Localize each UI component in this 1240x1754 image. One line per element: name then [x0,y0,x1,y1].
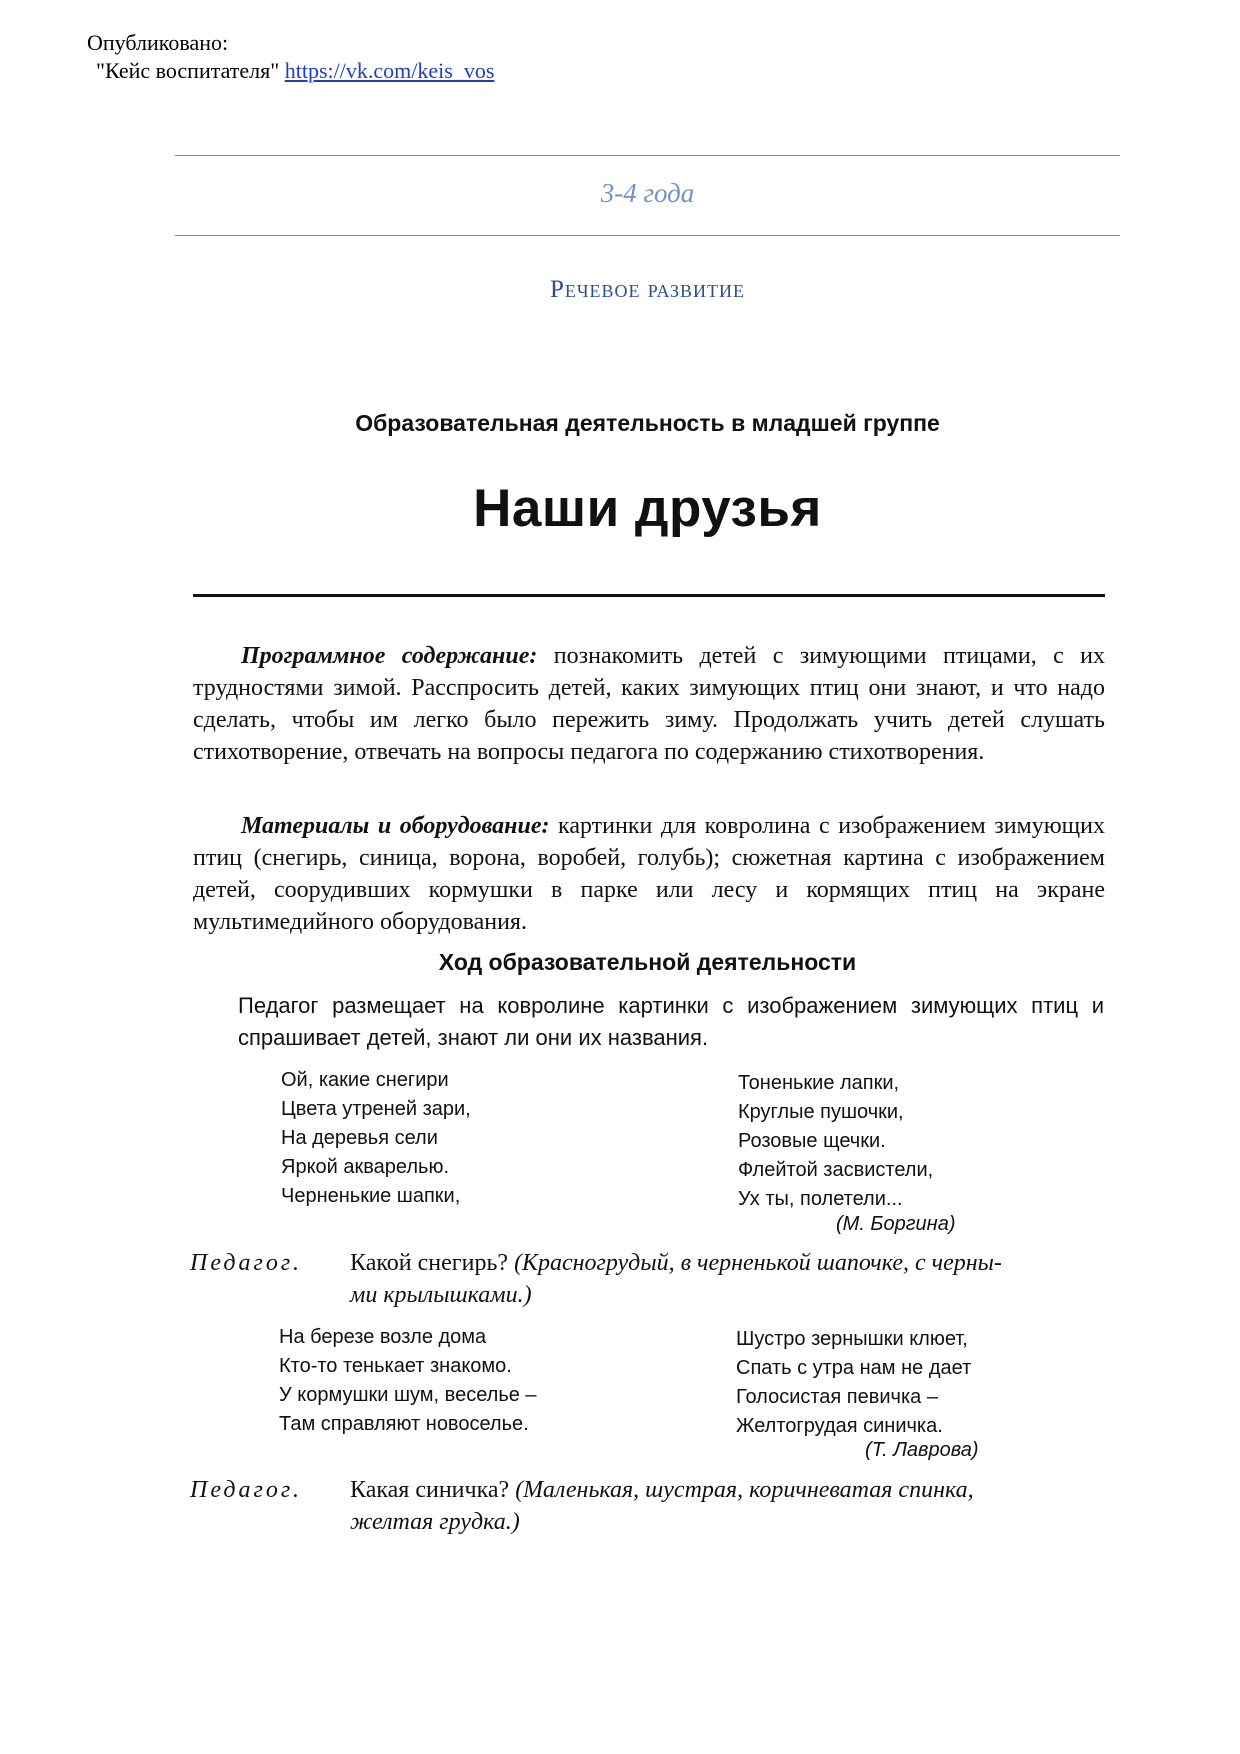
poem2-right-column [736,1325,971,1441]
poem1-left-column [281,1066,471,1211]
lesson-subtitle: Образовательная деятельность в младшей группе [355,410,940,436]
poem-line: Флейтой засвистели, [738,1159,934,1181]
poem-line: Ой, какие снегири [281,1069,449,1091]
children-answer-continued: ми крылышками.) [350,1282,532,1308]
program-content [193,640,1105,768]
age-group: 3-4 года [600,178,695,208]
poem-line: Желтогрудая синичка. [736,1415,943,1437]
program-label: Программное содержание: [241,643,538,669]
poem-line: Круглые пушочки, [738,1101,904,1123]
poem2-author: (Т. Лаврова) [865,1439,979,1461]
poem1-right-column [738,1069,933,1214]
poem-line: У кормушки шум, веселье – [279,1384,537,1406]
lesson-title: Наши друзья [473,479,822,538]
children-answer: (Маленькая, шустрая, коричневатая спинка, [509,1477,974,1503]
poem-line: Тоненькие лапки, [738,1072,900,1094]
program-text: познакомить детей с зимующими птицами, с их трудностями зимой. Расспросить детей, каких зимующих птиц они знают, и что надо сделать, чтобы им легко было пережить зиму. Продолжать учить детей слушать стихотворение, отвечать на вопросы педагога по содержанию стихотворения. [193,643,1106,765]
materials [193,810,1105,938]
poem1-author: (М. Боргина) [836,1213,956,1235]
poem-line: Цвета утреней зари, [281,1098,471,1120]
title-rule [193,594,1105,597]
teacher-question: Какая синичка? [350,1477,510,1503]
materials-label: Материалы и оборудование: [241,813,550,839]
dialog-1 [190,1247,1110,1311]
header-rule-bottom [175,235,1120,236]
poem-line: Спать с утра нам не дает [736,1357,972,1379]
poem-line: Черненькие шапки, [281,1185,461,1207]
source-line [96,58,494,84]
dialog-2 [190,1474,1110,1538]
poem-line: Яркой акварелью. [281,1156,450,1178]
source-name: "Кейс воспитателя" [96,58,280,83]
poem-line: Ух ты, полетели... [738,1188,903,1210]
poem-line: На березе возле дома [279,1326,487,1348]
speaker-label: Педагог. [190,1250,302,1276]
poem-line: Голосистая певичка – [736,1386,938,1408]
poem-line: На деревья сели [281,1127,438,1149]
poem-line: Розовые щечки. [738,1130,886,1152]
teacher-question: Какой снегирь? [350,1250,509,1276]
poem2-left-column [279,1323,537,1439]
poem-line: Шустро зернышки клюет, [736,1328,968,1350]
children-answer-continued: желтая грудка.) [350,1509,520,1535]
poem-line: Кто-то тенькает знакомо. [279,1355,512,1377]
children-answer: (Красногрудый, в черненькой шапочке, с черны- [508,1250,1002,1276]
procedure-intro: Педагог размещает на ковролине картинки с изображением зимующих птиц и спрашивает детей, знают ли они их названия. [238,993,1104,1050]
procedure-heading: Ход образовательной деятельности [438,949,857,975]
section-title: Речевое развитие [549,276,746,303]
published-label: Опубликовано: [87,30,229,55]
header-rule-top [175,155,1120,156]
materials-text: картинки для ковролина с изображением зимующих птиц (снегирь, синица, ворона, воробей, голубь); сюжетная картина с изображением детей, соорудивших кормушки в парке или лесу и кормящих птиц на экране мультимедийного оборудования. [193,813,1105,935]
poem-line: Там справляют новоселье. [279,1413,529,1435]
speaker-label: Педагог. [190,1477,302,1503]
source-link[interactable]: https://vk.com/keis_vos [284,58,495,83]
